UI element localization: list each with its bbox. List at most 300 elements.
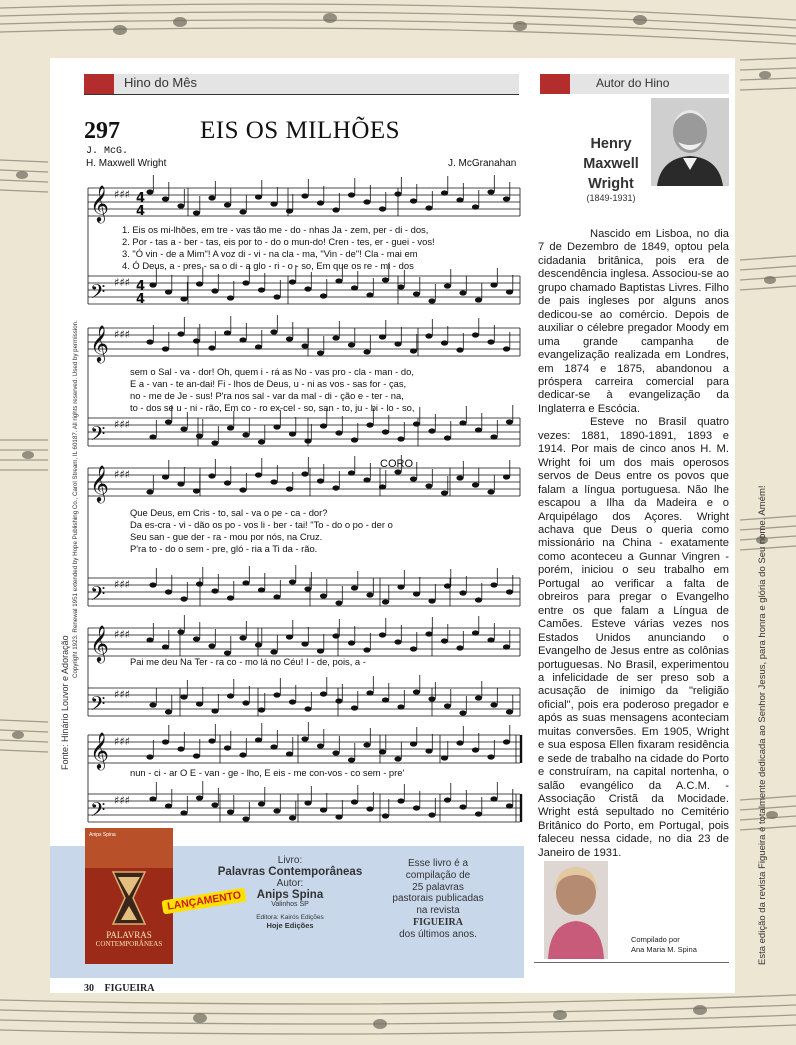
note-head (441, 490, 448, 495)
note-head (224, 745, 231, 750)
note-head (363, 477, 370, 482)
compiled-by (631, 935, 697, 955)
note-head (441, 340, 448, 345)
note-head (351, 585, 358, 590)
note-head (332, 633, 339, 638)
note-head (332, 335, 339, 340)
note-head (273, 294, 280, 299)
lyrics-system1-verse2: 2. Por - tas a - ber - tas, eis por to - do o mun-do! Cren - tes, er - guei - vos! (122, 236, 435, 247)
book-info (200, 855, 380, 930)
livro-label: Livro: (277, 855, 303, 866)
translator-credit: J. McG. (86, 146, 129, 157)
svg-text:4: 4 (136, 204, 146, 219)
note-head (456, 475, 463, 480)
author-name-line1: Henry (590, 136, 632, 152)
note-head (224, 480, 231, 485)
note-head (444, 435, 451, 440)
note-head (180, 426, 187, 431)
note-head (149, 434, 156, 439)
note-head (394, 341, 401, 346)
note-head (286, 336, 293, 341)
author-name (566, 134, 656, 194)
note-head (196, 433, 203, 438)
note-head (180, 596, 187, 601)
note-head (270, 649, 277, 654)
note-head (208, 473, 215, 478)
note-head (227, 295, 234, 300)
note-head (425, 483, 432, 488)
section-title-author: Autor do Hino (596, 76, 670, 90)
note-head (506, 289, 513, 294)
note-head (441, 638, 448, 643)
note-head (286, 208, 293, 213)
note-head (348, 757, 355, 762)
note-head (146, 637, 153, 642)
svg-text:𝄞: 𝄞 (90, 624, 109, 662)
note-head (177, 331, 184, 336)
lyrics-system3-verse3: Seu san - gue der - ra - mou por nós, na Cruz. (130, 531, 323, 542)
note-head (196, 281, 203, 286)
note-head (258, 439, 265, 444)
note-head (149, 582, 156, 587)
note-head (304, 586, 311, 591)
note-head (162, 644, 169, 649)
note-head (490, 282, 497, 287)
note-head (317, 648, 324, 653)
note-head (475, 427, 482, 432)
note-head (165, 289, 172, 294)
note-head (475, 695, 482, 700)
note-head (286, 634, 293, 639)
note-head (162, 474, 169, 479)
book-cover-title-2: CONTEMPORÂNEAS (95, 940, 163, 948)
note-head (459, 420, 466, 425)
note-head (146, 189, 153, 194)
note-head (379, 484, 386, 489)
note-head (335, 698, 342, 703)
note-head (239, 635, 246, 640)
svg-text:4: 4 (136, 279, 146, 294)
autor-city: Valinhos SP (271, 901, 309, 908)
lyrics-system1-verse3: 3. "Ó vin - de a Mim"! A voz di - vi - na cla - ma, "Vin - de"! Cla - mai em (122, 248, 418, 259)
note-head (239, 337, 246, 342)
note-head (428, 598, 435, 603)
author-biography (538, 228, 729, 860)
note-head (301, 471, 308, 476)
note-head (162, 739, 169, 744)
note-head (146, 754, 153, 759)
note-head (441, 755, 448, 760)
desc-line-3: 25 palavras (412, 881, 464, 893)
svg-text:𝄢: 𝄢 (90, 692, 106, 720)
svg-text:♯♯♯: ♯♯♯ (114, 794, 130, 807)
note-head (444, 583, 451, 588)
note-head (255, 344, 262, 349)
note-head (255, 642, 262, 647)
note-head (335, 430, 342, 435)
bio-paragraph-1: Nascido em Lisboa, no dia 7 de Dezembro de 1849, optou pela cidadania britânica, pois era de descendência inglesa. Associou-se ao grupo chamado Baptistas Livres. Filho de pais ingleses por alguns anos dedicou-se ao comércio. Depois de auxiliar o célebre pregador Moody em uma grande campanha de evangelização realizada em Londres, em 1874 e 1875, abandonou a próspera carreira comercial para dedicar-se à evangelização da Inglaterra e Escócia. (538, 228, 729, 415)
note-head (289, 815, 296, 820)
dedication-note: Esta edição da revista Figueira é totalmente dedicada ao Senhor Jesus, para honra e glória do Seu nome. Amém! (757, 485, 768, 965)
note-head (320, 593, 327, 598)
note-head (475, 811, 482, 816)
lyrics-system1-verse4: 4. Ó Deus, a - pres - sa o di - a glo - ri - o - so, Em que os re - mi - dos (122, 260, 414, 271)
note-head (425, 333, 432, 338)
composer-credit: J. McGranahan (448, 158, 517, 169)
lyrics-system2-verse1: sem o Sal - va - dor! Oh, quem i - rá as No - vas pro - cla - man - do, (130, 366, 414, 377)
desc-line-1: Esse livro é a (407, 858, 469, 869)
note-head (456, 645, 463, 650)
note-head (286, 486, 293, 491)
note-head (227, 595, 234, 600)
note-head (382, 813, 389, 818)
source-note: Fonte: Hinário Louvor e Adoração (60, 635, 70, 770)
note-head (304, 706, 311, 711)
note-head (239, 487, 246, 492)
note-head (351, 799, 358, 804)
note-head (394, 756, 401, 761)
note-head (320, 807, 327, 812)
note-head (162, 196, 169, 201)
page-footer (84, 983, 155, 994)
note-head (425, 205, 432, 210)
note-head (149, 702, 156, 707)
magazine-page (50, 58, 735, 993)
note-head (193, 338, 200, 343)
svg-text:𝄢: 𝄢 (90, 582, 106, 610)
note-head (379, 206, 386, 211)
note-head (317, 200, 324, 205)
note-head (208, 345, 215, 350)
lyrics-system3-verse1: Que Deus, em Cris - to, sal - va o pe - ca - dor? (130, 507, 328, 518)
note-head (146, 489, 153, 494)
book-cover-title-1: PALAVRAS (106, 930, 152, 940)
note-head (397, 704, 404, 709)
note-head (320, 293, 327, 298)
note-head (410, 198, 417, 203)
note-head (382, 697, 389, 702)
note-head (208, 738, 215, 743)
lyrics-system2-verse3: no - me de Je - sus! P'ra nos sal - var da mal - di - ção e - ter - na, (130, 390, 404, 401)
note-head (487, 637, 494, 642)
note-head (332, 207, 339, 212)
note-head (242, 280, 249, 285)
editora: Editora: Kairós Edições (256, 914, 324, 921)
note-head (394, 191, 401, 196)
svg-text:♯♯♯: ♯♯♯ (114, 578, 130, 591)
compiled-by-label: Compilado por (631, 935, 680, 944)
svg-text:♯♯♯: ♯♯♯ (114, 628, 130, 641)
note-head (503, 196, 510, 201)
note-head (180, 694, 187, 699)
note-head (177, 629, 184, 634)
svg-text:𝄞: 𝄞 (90, 731, 109, 769)
note-head (428, 812, 435, 817)
note-head (332, 485, 339, 490)
magazine-name: FIGUEIRA (104, 983, 155, 994)
lyrics-system3-verse2: Da es-cra - vi - dão os po - vos li - ber - tai! "To - do o po - der o (130, 519, 393, 530)
svg-text:𝄢: 𝄢 (90, 798, 106, 826)
note-head (382, 599, 389, 604)
note-head (224, 330, 231, 335)
lyrics-system5: nun - ci - ar O E - van - ge - lho, E eis - me con-vos - co sem - pre' (130, 767, 405, 778)
note-head (304, 438, 311, 443)
note-head (366, 806, 373, 811)
note-head (425, 631, 432, 636)
note-head (413, 805, 420, 810)
note-head (366, 592, 373, 597)
book-cover (85, 828, 173, 964)
note-head (301, 343, 308, 348)
note-head (180, 810, 187, 815)
note-head (335, 278, 342, 283)
note-head (410, 741, 417, 746)
svg-text:♯♯♯: ♯♯♯ (114, 276, 130, 289)
note-head (289, 431, 296, 436)
section-title-hymn: Hino do Mês (124, 75, 197, 90)
note-head (165, 589, 172, 594)
author-years: (1849-1931) (586, 193, 636, 203)
note-head (456, 740, 463, 745)
note-head (196, 701, 203, 706)
note-head (239, 752, 246, 757)
note-head (193, 488, 200, 493)
note-head (211, 708, 218, 713)
lyrics-system4: Pai me deu Na Ter - ra co - mo lá no Céu! I - de, pois, a - (130, 656, 366, 667)
edicoes: Hoje Edições (266, 921, 314, 930)
svg-text:𝄞: 𝄞 (90, 464, 109, 502)
note-head (270, 329, 277, 334)
note-head (149, 796, 156, 801)
note-head (425, 748, 432, 753)
note-head (413, 689, 420, 694)
note-head (503, 474, 510, 479)
note-head (177, 481, 184, 486)
author-name-line3: Wright (588, 176, 634, 192)
note-head (193, 636, 200, 641)
note-head (459, 290, 466, 295)
note-head (242, 580, 249, 585)
note-head (428, 298, 435, 303)
note-head (410, 348, 417, 353)
note-head (317, 350, 324, 355)
desc-line-2: compilação de (405, 869, 471, 881)
note-head (366, 292, 373, 297)
note-head (487, 339, 494, 344)
note-head (490, 582, 497, 587)
note-head (258, 587, 265, 592)
note-head (363, 349, 370, 354)
note-head (363, 647, 370, 652)
note-head (397, 798, 404, 803)
note-head (379, 749, 386, 754)
note-head (317, 743, 324, 748)
compiler-photo (544, 861, 608, 959)
note-head (490, 796, 497, 801)
note-head (180, 296, 187, 301)
note-head (289, 279, 296, 284)
note-head (506, 589, 513, 594)
section-header-hymn (84, 74, 519, 94)
note-head (289, 699, 296, 704)
svg-text:♯♯♯: ♯♯♯ (114, 468, 130, 481)
note-head (255, 194, 262, 199)
svg-text:𝄢: 𝄢 (90, 422, 106, 450)
svg-text:4: 4 (136, 292, 146, 307)
note-head (472, 204, 479, 209)
note-head (301, 193, 308, 198)
chorus-label: CORO (380, 458, 413, 470)
note-head (487, 189, 494, 194)
note-head (255, 737, 262, 742)
note-head (227, 425, 234, 430)
svg-text:♯♯♯: ♯♯♯ (114, 688, 130, 701)
note-head (286, 751, 293, 756)
note-head (227, 693, 234, 698)
note-head (273, 692, 280, 697)
note-head (273, 808, 280, 813)
author-name-line2: Maxwell (583, 156, 639, 172)
page-number: 30 (84, 983, 94, 994)
svg-text:𝄢: 𝄢 (90, 280, 106, 308)
note-head (351, 285, 358, 290)
note-head (348, 192, 355, 197)
hymn-number: 297 (84, 118, 120, 144)
note-head (459, 804, 466, 809)
book-description (368, 858, 508, 941)
note-head (410, 646, 417, 651)
note-head (397, 436, 404, 441)
note-head (193, 210, 200, 215)
note-head (490, 434, 497, 439)
note-head (506, 419, 513, 424)
note-head (211, 288, 218, 293)
note-head (459, 710, 466, 715)
note-head (351, 705, 358, 710)
lyrics-system3-verse4: P'ra to - do o sem - pre, gló - ria a Ti da - rão. (130, 543, 318, 554)
hymn-title: EIS OS MILHÕES (200, 117, 401, 144)
note-head (149, 282, 156, 287)
note-head (332, 750, 339, 755)
note-head (258, 801, 265, 806)
note-head (304, 286, 311, 291)
note-head (413, 421, 420, 426)
launch-badge: LANÇAMENTO (161, 887, 247, 914)
note-head (301, 641, 308, 646)
note-head (366, 422, 373, 427)
note-head (208, 195, 215, 200)
note-head (394, 469, 401, 474)
divider (534, 962, 729, 963)
note-head (348, 470, 355, 475)
note-head (273, 424, 280, 429)
note-head (348, 342, 355, 347)
note-head (379, 334, 386, 339)
note-head (304, 800, 311, 805)
note-head (475, 297, 482, 302)
note-head (348, 640, 355, 645)
note-head (270, 479, 277, 484)
note-head (270, 201, 277, 206)
note-head (317, 478, 324, 483)
note-head (211, 588, 218, 593)
note-head (503, 644, 510, 649)
note-head (444, 283, 451, 288)
note-head (456, 197, 463, 202)
note-head (363, 199, 370, 204)
note-head (487, 489, 494, 494)
note-head (413, 291, 420, 296)
note-head (444, 703, 451, 708)
desc-line-5: na revista (416, 905, 460, 917)
note-head (242, 700, 249, 705)
note-head (258, 707, 265, 712)
bio-paragraph-2: Esteve no Brasil quatro vezes: 1881, 1890-1891, 1893 e 1914. Por mais de cinco anos H. M. Wright foi um dos mais operosos servos de Deus entre os povos que falam a língua portuguesa. Não lhe escapou a Ilha da Madeira e o Arquipélago dos Açores. Wright achava que Deus o queria como missionário na China - exatamente como aconteceu a Gunnar Vingren - porém, iniciou o seu trabalho em Portugal ao verificar a falta de obreiros para pregar o Evangelho entre os que falam a Língua de Camões. Esteve várias vezes nos Estados Unidos anunciando o Evangelho de Jesus entre as colônias portuguesas. No Brasil, experimentou a infelicidade de ser preso sob a acusação de inimigo da "religião oficial", pois era poderoso pregador e após as suas mensagens aconteciam muitas conversões. Em 1905, Wright e sua esposa Ellen fixaram residência e sede de trabalho na cidade do Porto e construíram, na capital nortenha, o salão evangélico da A.C.M. - Associação Cristã da Mocidade. Wright está sepultado no Cemitério Britânico do Porto, em Portugal, pois faleceu nessa cidade, no dia 23 de Janeiro de 1931. (538, 416, 729, 859)
note-head (441, 190, 448, 195)
note-head (366, 690, 373, 695)
note-head (428, 428, 435, 433)
note-head (177, 203, 184, 208)
livro-title: Palavras Contemporâneas (217, 866, 363, 878)
note-head (146, 339, 153, 344)
note-head (165, 709, 172, 714)
note-head (289, 579, 296, 584)
note-head (413, 591, 420, 596)
note-head (320, 691, 327, 696)
svg-text:♯♯♯: ♯♯♯ (114, 188, 130, 201)
note-head (227, 809, 234, 814)
note-head (335, 814, 342, 819)
author-portrait (651, 98, 729, 186)
svg-text:♯♯♯: ♯♯♯ (114, 735, 130, 748)
note-head (506, 709, 513, 714)
note-head (208, 643, 215, 648)
desc-line-6: FIGUEIRA (412, 916, 463, 928)
section-header-author (540, 74, 729, 94)
note-head (301, 736, 308, 741)
note-head (475, 597, 482, 602)
note-head (224, 202, 231, 207)
note-head (211, 440, 218, 445)
lyricist-credit: H. Maxwell Wright (86, 158, 167, 169)
note-head (397, 584, 404, 589)
note-head (270, 744, 277, 749)
note-head (503, 739, 510, 744)
svg-text:𝄞: 𝄞 (90, 324, 109, 362)
note-head (239, 209, 246, 214)
note-head (444, 797, 451, 802)
note-head (379, 632, 386, 637)
note-head (459, 590, 466, 595)
desc-line-4: pastorais publicadas (392, 893, 484, 905)
compiled-by-name: Ana Maria M. Spina (631, 945, 697, 954)
note-head (382, 429, 389, 434)
note-head (351, 437, 358, 442)
note-head (193, 753, 200, 758)
note-head (397, 284, 404, 289)
note-head (487, 754, 494, 759)
note-head (162, 346, 169, 351)
note-head (503, 346, 510, 351)
copyright-note: Copyright 1923. Renewal 1951 extended by Hope Publishing Co., Carol Stream, IL 60187. All rights reserved. Used by permission. (72, 320, 79, 678)
note-head (428, 696, 435, 701)
svg-text:♯♯♯: ♯♯♯ (114, 328, 130, 341)
note-head (394, 639, 401, 644)
note-head (335, 600, 342, 605)
autor-label: Autor: (276, 878, 304, 889)
note-head (177, 746, 184, 751)
lyrics-system1-verse1: 1. Eis os mi-lhões, em tre - vas tão me - do - nhas Ja - zem, per - di - dos, (122, 224, 429, 235)
